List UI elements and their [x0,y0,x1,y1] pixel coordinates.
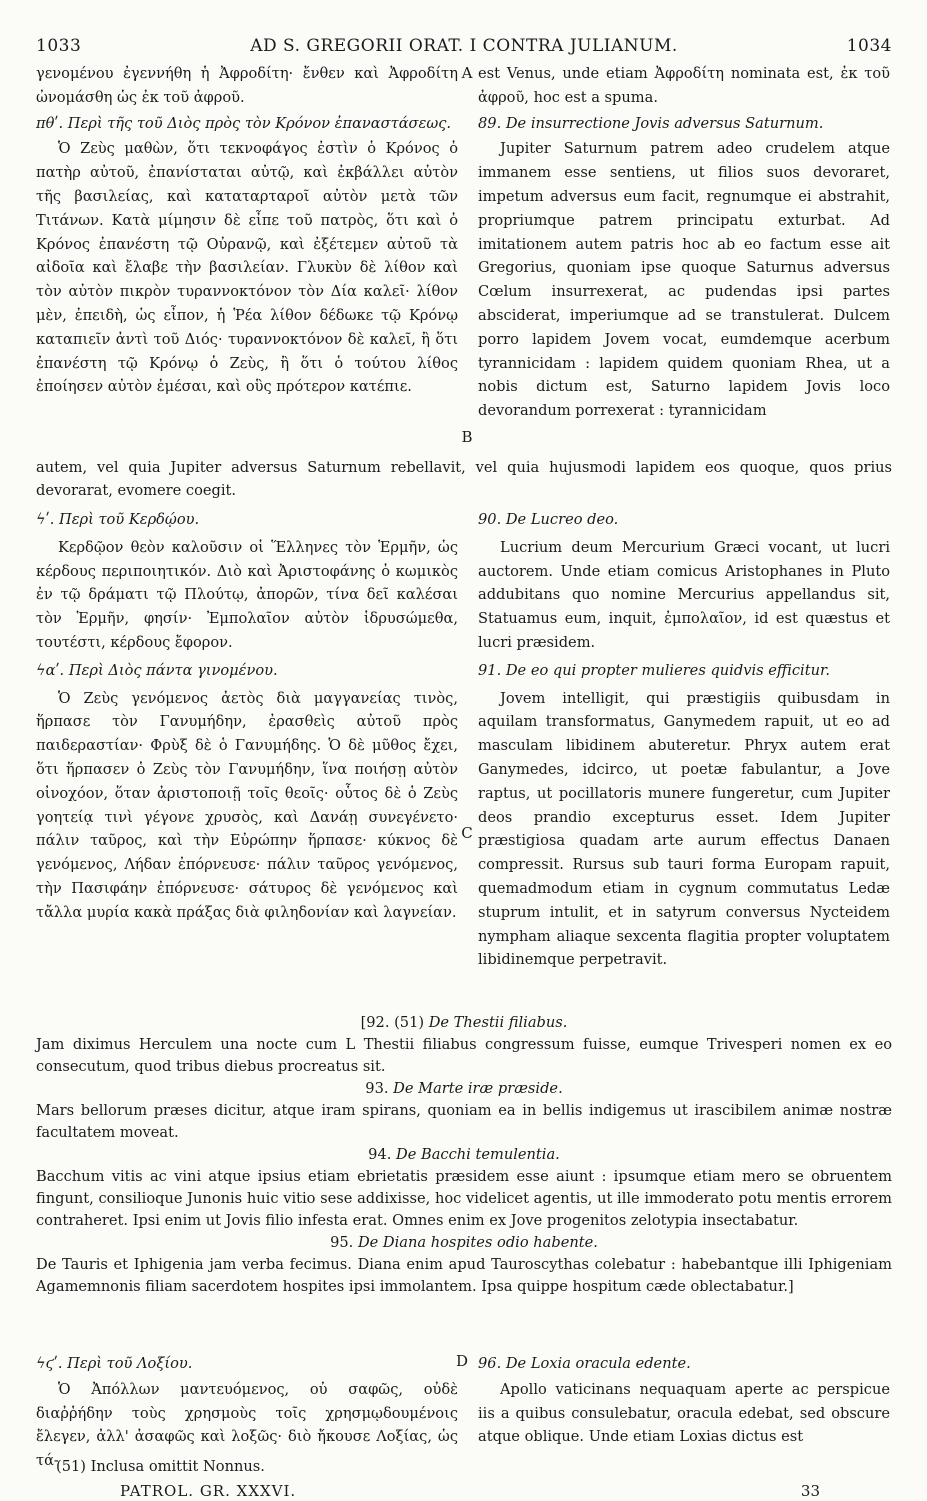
greek-heading-91: ϟαʹ. Περὶ Διὸς πάντα γινομένου. [36,661,278,679]
latin-heading-91: 91. De eo qui propter mulieres quidvis efficitur. [478,661,830,679]
greek-paragraph-90: Κερδῷον θεὸν καλοῦσιν οἱ Ἕλληνες τὸν Ἑρμῆν, ὡς κέρδους περιποιητικόν. Διὸ καὶ Ἀριστοφάνης ὁ κωμικὸς ἐν τῷ δράματι τῷ Πλούτῳ, ἀπορῶν, τίνα δεῖ καλέσαι τὸν Ἑρμῆν, φησίν· Ἐμπολαῖον αὐτὸν ἱδρυσώμεθα, τουτέστι, κέρδους ἔφορον. [36,538,458,651]
heading-92: [92. (51) De Thestii filiabus. [360,1014,568,1031]
paragraph-93: Mars bellorum præses dicitur, atque iram spirans, quoniam ea in bellis indigemus ut irascibilem animæ nostræ facultatem moveat. [36,1102,892,1141]
greek-paragraph-venus: γενομένου ἐγεννήθη ἡ Ἀφροδίτη· ἔνθεν καὶ Ἀφροδίτη ὠνομάσθη ὡς ἐκ τοῦ ἀφροῦ. [36,65,458,106]
latin-continuation-89: autem, vel quia Jupiter adversus Saturnum rebellavit, vel quia hujusmodi lapidem eos quoque, quos prius devorarat, evomere coegit. [36,459,892,499]
heading-93: 93. De Marte iræ præside. [365,1080,563,1097]
greek-column-middle [36,508,458,925]
page-header [36,36,892,58]
paragraph-92: Jam diximus Herculem una nocte cum L Thestii filiabus congressum fuisse, eumque Trivesperi nomen ex eo consecutum, quod tribus diebus procreatus sit. [36,1036,892,1075]
page-number-right: 1034 [846,36,892,56]
footer-signature: 33 [800,1482,820,1500]
heading-94: 94. De Bacchi temulentia. [368,1146,560,1163]
full-width-continuation-89 [36,456,892,502]
paragraph-94: Bacchum vitis ac vini atque ipsius etiam ebrietatis præsidem esse aiunt : ipsumque etiam mero se obruentem fingunt, consilioque Junonis huic vitio sese addixisse, hoc videlicet agentis, ut ille immoderato potu mentis errorem contraheret. Ipsi enim ut Jovis filio infesta erat. Omnes enim ex Jove progenitos zelotypia insectabatur. [36,1168,892,1229]
margin-letter-b: B [461,428,473,446]
footer-series: PATROL. GR. XXXVI. [120,1482,297,1500]
full-width-section [36,1012,892,1298]
greek-paragraph-89: Ὁ Ζεὺς μαθὼν, ὅτι τεκνοφάγος ἐστὶν ὁ Κρόνος ὁ πατὴρ αὐτοῦ, ἐπανίσταται αὐτῷ, καὶ ἐκβάλλει αὐτὸν τῆς βασιλείας, καὶ καταταρταροῖ αὐτὸν μετὰ τῶν Τιτάνων. Κατὰ μίμησιν δὲ εἶπε τοῦ πατρὸς, ὅτι καὶ ὁ Κρόνος ἐπανέστη τῷ Οὐρανῷ, καὶ ἐξέτεμεν αὐτοῦ τὰ αἰδοῖα καὶ ἔλαβε τὴν βασιλείαν. Γλυκὺν δὲ λίθον καὶ τὸν αὐτὸν πικρὸν τυραννοκτόνον τὸν Δία καλεῖ· λίθον μὲν, ἐπειδὴ, ὡς εἶπον, ἡ Ῥέα λίθον δέδωκε τῷ Κρόνῳ καταπιεῖν ἀντὶ τοῦ Διός· τυραννοκτόνον δὲ καλεῖ, ἢ ὅτι ἐπανέστη τῷ Κρόνῳ ὁ Ζεὺς, ἢ ὅτι ὁ τούτου λίθος ἐποίησεν αὐτὸν ἐμέσαι, καὶ οὓς πρότερον κατέπιε. [36,140,458,396]
latin-column-middle [478,508,890,972]
latin-paragraph-89: Jupiter Saturnum patrem adeo crudelem atque immanem esse sentiens, ut filios suos devoraret, impetum adversus eum facit, regnumque ei abstrahit, propriumque patrem principatu exturbat. Ad imitationem autem patris hoc ab eo factum esse ait Gregorius, quoniam ipse quoque Saturnus adversus Cœlum insurrexerat, ac pudendas ipsi partes absciderat, imperiumque ad se transtulerat. Dulcem porro lapidem Jovem vocat, eumdemque acerbum tyrannicidam : lapidem quidem quoniam Rhea, ut a nobis dictum est, Saturno lapidem Jovis loco devorandum porrexerat : tyrannicidam [478,140,890,420]
latin-heading-89: 89. De insurrectione Jovis adversus Saturnum. [478,114,824,132]
greek-paragraph-91: Ὁ Ζεὺς γενόμενος ἀετὸς διὰ μαγγανείας τινὸς, ἥρπασε τὸν Γανυμήδην, ἐρασθεὶς αὐτοῦ πρὸς παιδεραστίαν· Φρὺξ δὲ ὁ Γανυμήδης. Ὁ δὲ μῦθος ἔχει, ὅτι ἥρπασεν ὁ Ζεὺς τὸν Γανυμήδην, ἵνα ποιήσῃ αὐτὸν οἰνοχόον, ὅταν ἀριστοποιῇ τοῖς θεοῖς· οὗτος δὲ ὁ Ζεὺς γοητείᾳ τινὶ γέγονε χρυσὸς, καὶ Δανάῃ συνεγένετο· πάλιν ταῦρος, καὶ τὴν Εὐρώπην ἥρπασε· κύκνος δὲ γενόμενος, Λήδαν ἐπόρνευσε· πάλιν ταῦρος γενόμενος, τὴν Πασιφάην ἐπόρνευσε· σάτυρος δὲ γενόμενος καὶ τἄλλα μυρία κακὰ πράξας διὰ φιληδονίαν καὶ λαγνείαν. [36,689,458,921]
margin-letter-c: C [461,824,473,842]
greek-heading-89: πθʹ. Περὶ τῆς τοῦ Διὸς πρὸς τὸν Κρόνον ἐπαναστάσεως. [36,114,452,132]
latin-column-lower [478,1352,890,1449]
footnote-51: (51) Inclusa omittit Nonnus. [56,1458,265,1475]
greek-column-lower [36,1352,458,1473]
margin-letter-a: A [461,64,473,82]
running-title: AD S. GREGORII ORAT. I CONTRA JULIANUM. [250,36,678,56]
heading-95: 95. De Diana hospites odio habente. [330,1234,598,1251]
latin-paragraph-91: Jovem intelligit, qui præstigiis quibusdam in aquilam transformatus, Ganymedem rapuit, ut eo ad masculam libidinem abuteretur. Phryx autem erat Ganymedes, idcirco, ut poetæ fabulantur, a Jove raptus, ut pocillatoris munere fungeretur, cum Jupiter deos prandio excepturus esset. Idem Jupiter præstigiosa quadam arte aurum effectus Danaen compressit. Rursus sub tauri forma Europam rapuit, quemadmodum etiam in cygnum commutatus Ledæ stuprum intulit, et in satyrum conversus Nycteidem nympham aliaque sexcenta flagitia propter voluptatem libidinemque perpetravit. [478,689,890,969]
paragraph-95: De Tauris et Iphigenia jam verba fecimus. Diana enim apud Tauroscythas colebatur : habebantque illi Iphigeniam Agamemnonis filiam sacerdotem hospites ipsi immolantem. Ipsa quippe hospitum cæde oblectabatur.] [36,1256,892,1295]
latin-paragraph-venus: est Venus, unde etiam Ἀφροδίτη nominata est, ἐκ τοῦ ἀφροῦ, hoc est a spuma. [478,65,890,106]
latin-heading-96: 96. De Loxia oracula edente. [478,1355,691,1372]
latin-paragraph-90: Lucrium deum Mercurium Græci vocant, ut lucri auctorem. Unde etiam comicus Aristophanes in Pluto addubitans quo nomine Mercurius appellandus sit, Statuamus eum, inquit, ἐμπολαῖον, id est quæstus et lucri præsidem. [478,538,890,651]
page-number-left: 1033 [36,36,82,56]
greek-heading-96: ϟϛʹ. Περὶ τοῦ Λοξίου. [36,1355,193,1372]
margin-letter-d: D [455,1352,469,1370]
greek-heading-90: ϟʹ. Περὶ τοῦ Κερδῴου. [36,511,200,528]
greek-paragraph-96: Ὁ Ἀπόλλων μαντευόμενος, οὐ σαφῶς, οὐδὲ διαῤῥήδην τοὺς χρησμοὺς τοῖς χρησμῳδουμένοις ἔλεγεν, ἀλλ' ἀσαφῶς καὶ λοξῶς· διὸ ἤκουσε Λοξίας, ὡς τά- [36,1380,458,1470]
latin-paragraph-96: Apollo vaticinans nequaquam aperte ac perspicue iis a quibus consulebatur, oracula edebat, sed obscure atque oblique. Unde etiam Loxias dictus est [478,1380,890,1446]
latin-heading-90: 90. De Lucreo deo. [478,511,619,528]
greek-column-upper [36,62,458,399]
latin-column-upper [478,62,890,423]
